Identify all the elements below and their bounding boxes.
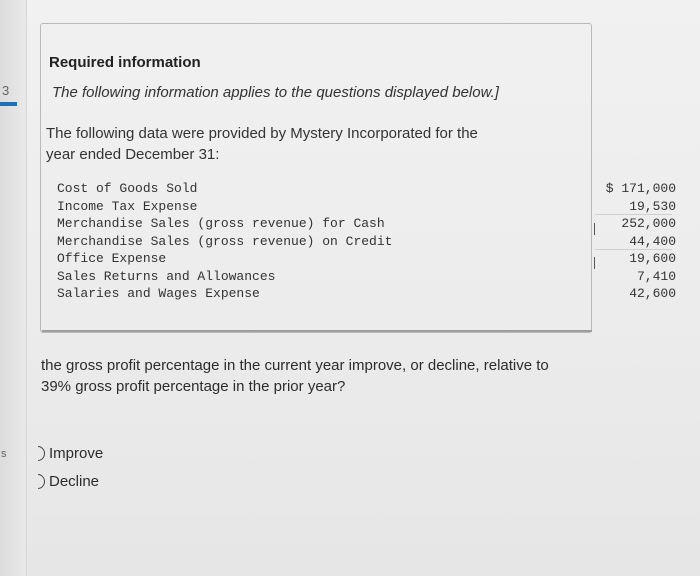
row-label: Office Expense <box>57 251 167 266</box>
side-label: s <box>1 448 7 460</box>
row-label: Cost of Goods Sold <box>57 181 198 196</box>
row-label: Merchandise Sales (gross revenue) on Credit <box>57 233 393 249</box>
panel-bottom-rule <box>42 330 592 332</box>
row-value: 252,000 <box>621 216 676 231</box>
value-divider <box>595 214 672 215</box>
radio-icon[interactable] <box>31 474 45 489</box>
row-value: $ 171,000 <box>605 181 676 196</box>
table-row <box>57 180 679 198</box>
option-decline[interactable] <box>37 473 99 490</box>
row-label: Income Tax Expense <box>57 198 198 214</box>
question-text <box>41 355 549 397</box>
table-row <box>57 285 679 303</box>
row-label: Sales Returns and Allowances <box>57 268 276 284</box>
info-subtitle: The following information applies to the questions displayed below.] <box>52 84 499 101</box>
intro-text <box>46 123 566 165</box>
row-value: 19,600 <box>629 251 676 266</box>
row-value: 7,410 <box>636 268 676 284</box>
option-label: Improve <box>49 445 104 462</box>
current-question-marker <box>0 102 17 106</box>
intro-line-2: year ended December 31: <box>46 146 220 163</box>
intro-line-1: The following data were provided by Mystery Incorporated for the <box>46 125 478 142</box>
table-row <box>57 268 679 286</box>
value-divider <box>595 249 672 250</box>
table-row <box>57 198 679 216</box>
row-label: Salaries and Wages Expense <box>57 286 260 301</box>
question-line-2: 39% gross profit percentage in the prior year? <box>41 378 346 395</box>
row-value: 42,600 <box>629 286 676 301</box>
question-number[interactable]: 3 <box>2 83 10 98</box>
table-row <box>57 250 679 268</box>
option-improve[interactable] <box>37 445 103 462</box>
table-row <box>57 233 679 251</box>
radio-icon[interactable] <box>31 446 45 461</box>
border-tick <box>594 257 595 269</box>
option-label: Decline <box>49 473 100 490</box>
row-value: 44,400 <box>629 233 676 249</box>
row-value: 19,530 <box>629 198 676 214</box>
info-title: Required information <box>49 54 201 71</box>
row-label: Merchandise Sales (gross revenue) for Cash <box>57 216 385 231</box>
financial-data-table <box>57 180 679 303</box>
table-row <box>57 215 679 233</box>
question-line-1: the gross profit percentage in the current year improve, or decline, relative to <box>41 357 549 374</box>
border-tick <box>594 223 595 235</box>
